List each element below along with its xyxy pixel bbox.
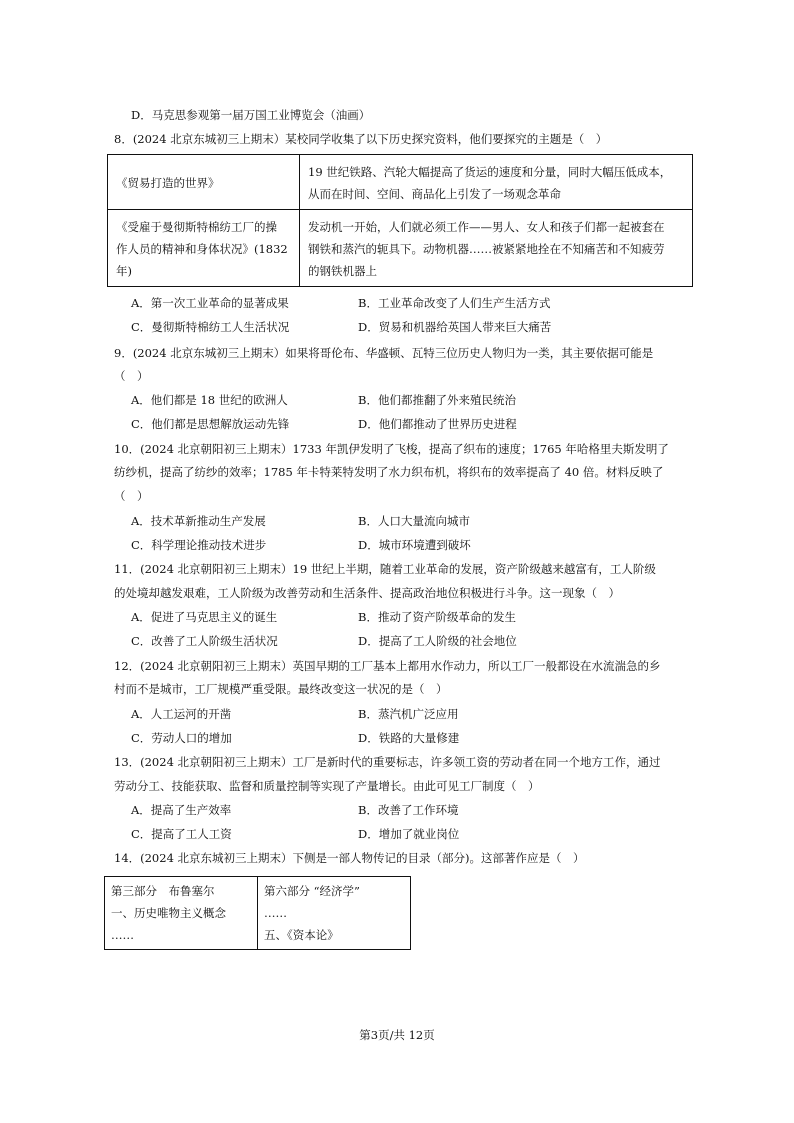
q11-option-d: D．提高了工人阶级的社会地位 [358,634,517,648]
cell-line: …… [111,928,134,942]
q11-stem-line2: 的处境却越发艰难，工人阶级为改善劳动和生活条件、提高政治地位积极进行斗争。这一现象（ ） [114,586,620,600]
q9-option-a: A．他们都是 18 世纪的欧洲人 [131,393,288,407]
q13-option-b: B．改善了工作环境 [358,803,459,817]
q8-source-table [107,154,693,287]
cell-line: 从而在时间、空间、商品化上引发了一场观念革命 [308,187,561,201]
table-cell-right [258,877,411,950]
q9-option-b: B．他们都推翻了外来殖民统治 [358,393,516,407]
q10-option-b: B．人口大量流向城市 [358,514,470,528]
cell-line: 一、历史唯物主义概念 [111,906,226,920]
q10-stem-line1: 10．(2024 北京朝阳初三上期末）1733 年凯伊发明了飞梭，提高了织布的速度；1765 年哈格里夫斯发明了 [114,442,669,456]
q8-option-d: D．贸易和机器给英国人带来巨大痛苦 [358,320,552,334]
q11-option-a: A．促进了马克思主义的诞生 [131,610,278,624]
cell-line: 的钢铁机器上 [308,264,377,278]
table-row [108,155,693,210]
q13-stem-line1: 13．(2024 北京朝阳初三上期末）工厂是新时代的重要标志，许多领工资的劳动者在同一个地方工作，通过 [114,755,661,769]
table-cell [108,210,300,287]
q11-option-c: C．改善了工人阶级生活状况 [131,634,278,648]
q14-contents-table [104,876,411,950]
q13-option-a: A．提高了生产效率 [131,803,232,817]
table-cell [300,155,693,210]
cell-line: 第六部分 “经济学” [264,884,360,898]
q8-option-b: B．工业革命改变了人们生产生活方式 [358,296,551,310]
table-cell-left [105,877,258,950]
q11-stem-line1: 11．(2024 北京朝阳初三上期末）19 世纪上半期，随着工业革命的发展，资产阶级越来越富有，工人阶级 [114,562,656,576]
q13-option-c: C．提高了工人工资 [131,827,232,841]
table-cell: 《贸易打造的世界》 [108,155,300,210]
cell-line: 钢铁和蒸汽的轭具下。动物机器……被紧紧地拴在不知痛苦和不知疲劳 [308,242,665,256]
q12-stem-line1: 12．(2024 北京朝阳初三上期末）英国早期的工厂基本上都用水作动力，所以工厂一般都设在水流湍急的乡 [114,659,661,673]
q9-option-d: D．他们都推动了世界历史进程 [358,417,517,431]
q12-option-d: D．铁路的大量修建 [358,731,460,745]
q13-option-d: D．增加了就业岗位 [358,827,460,841]
table-row [108,210,693,287]
cell-line: 《受雇于曼彻斯特棉纺工厂的操 [116,220,277,234]
q12-stem-line2: 村而不是城市，工厂规模严重受限。最终改变这一状况的是（ ） [114,682,448,696]
q8-stem: 8．(2024 北京东城初三上期末）某校同学收集了以下历史探究资料，他们要探究的主题是（ ） [114,132,608,146]
q12-option-b: B．蒸汽机广泛应用 [358,707,459,721]
q9-option-c: C．他们都是思想解放运动先锋 [131,417,290,431]
q10-option-c: C．科学理论推动技术进步 [131,538,267,552]
q12-option-a: A．人工运河的开凿 [131,707,232,721]
cell-line: 第三部分 布鲁塞尔 [111,884,215,898]
cell-line: …… [264,906,287,920]
cell-line: 作人员的精神和身体状况》(1832 [116,242,288,256]
q10-stem-line3: （ ） [114,489,149,503]
q9-stem-line1: 9．(2024 北京东城初三上期末）如果将哥伦布、华盛顿、瓦特三位历史人物归为一类，其主要依据可能是 [114,346,654,360]
cell-line: 年) [116,264,132,278]
q8-option-c: C．曼彻斯特棉纺工人生活状况 [131,320,290,334]
q7-option-d: D．马克思参观第一届万国工业博览会（油画） [131,108,371,122]
q10-option-d: D．城市环境遭到破坏 [358,538,471,552]
table-row [105,877,411,950]
q12-option-c: C．劳动人口的增加 [131,731,232,745]
q9-stem-line2: （ ） [114,369,149,383]
cell-line: 五、《资本论》 [264,928,339,942]
table-cell [300,210,693,287]
q10-stem-line2: 纺纱机，提高了纺纱的效率；1785 年卡特莱特发明了水力织布机，将织布的效率提高了 40 倍。材料反映了 [114,465,664,479]
q14-stem: 14．(2024 北京东城初三上期末）下侧是一部人物传记的目录（部分)。这部著作应是（ ） [114,851,585,865]
q10-option-a: A．技术革新推动生产发展 [131,514,266,528]
q13-stem-line2: 劳动分工、技能获取、监督和质量控制等实现了产量增长。由此可见工厂制度（ ） [114,779,540,793]
q8-option-a: A．第一次工业革命的显著成果 [131,296,289,310]
page-number: 第3页/共 12页 [359,1028,435,1042]
cell-line: 19 世纪铁路、汽轮大幅提高了货运的速度和分量，同时大幅压低成本， [308,165,672,179]
cell-line: 发动机一开始，人们就必须工作——男人、女人和孩子们都一起被套在 [308,220,665,234]
q11-option-b: B．推动了资产阶级革命的发生 [358,610,516,624]
